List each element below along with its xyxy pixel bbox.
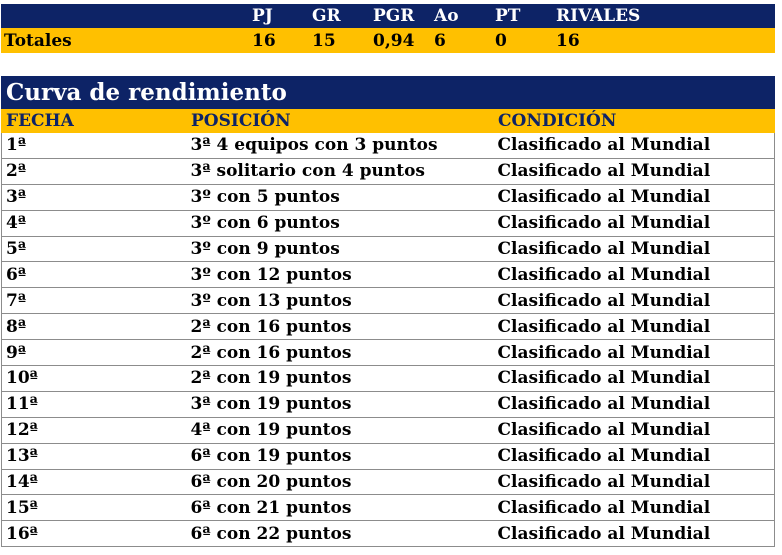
row-fecha: 10ª xyxy=(2,366,187,392)
table-row xyxy=(2,495,775,521)
table-row xyxy=(2,314,775,340)
totals-value: 6 xyxy=(431,28,492,53)
row-condicion: Clasificado al Mundial xyxy=(494,391,775,417)
row-fecha: 12ª xyxy=(2,417,187,443)
totals-header-cell: RIVALES xyxy=(553,4,775,28)
row-condicion: Clasificado al Mundial xyxy=(494,314,775,340)
totals-header-cell: PGR xyxy=(370,4,431,28)
row-posicion: 3º con 13 puntos xyxy=(187,288,494,314)
row-condicion: Clasificado al Mundial xyxy=(494,184,775,210)
row-posicion: 2ª con 19 puntos xyxy=(187,366,494,392)
table-row xyxy=(2,469,775,495)
table-row xyxy=(2,288,775,314)
curve-column-header-row xyxy=(2,109,775,134)
row-fecha: 5ª xyxy=(2,236,187,262)
row-fecha: 6ª xyxy=(2,262,187,288)
row-condicion: Clasificado al Mundial xyxy=(494,158,775,184)
row-condicion: Clasificado al Mundial xyxy=(494,495,775,521)
table-row xyxy=(2,417,775,443)
row-condicion: Clasificado al Mundial xyxy=(494,210,775,236)
performance-curve-table xyxy=(1,76,775,547)
row-condicion: Clasificado al Mundial xyxy=(494,417,775,443)
table-row xyxy=(2,443,775,469)
table-row xyxy=(2,133,775,158)
row-posicion: 6ª con 19 puntos xyxy=(187,443,494,469)
table-row xyxy=(2,184,775,210)
table-row xyxy=(2,236,775,262)
row-posicion: 3º con 6 puntos xyxy=(187,210,494,236)
table-row xyxy=(2,391,775,417)
totals-header-cell: PJ xyxy=(249,4,309,28)
column-header-condicion: CONDICIÓN xyxy=(494,109,775,134)
totals-header-cell: PT xyxy=(492,4,553,28)
table-row xyxy=(2,340,775,366)
column-header-fecha: FECHA xyxy=(2,109,187,134)
table-row xyxy=(2,158,775,184)
row-posicion: 3º con 12 puntos xyxy=(187,262,494,288)
table-row xyxy=(2,262,775,288)
row-posicion: 6ª con 22 puntos xyxy=(187,521,494,547)
row-fecha: 7ª xyxy=(2,288,187,314)
row-posicion: 3º con 9 puntos xyxy=(187,236,494,262)
row-condicion: Clasificado al Mundial xyxy=(494,133,775,158)
row-condicion: Clasificado al Mundial xyxy=(494,366,775,392)
column-header-posicion: POSICIÓN xyxy=(187,109,494,134)
row-condicion: Clasificado al Mundial xyxy=(494,288,775,314)
row-posicion: 2ª con 16 puntos xyxy=(187,340,494,366)
row-posicion: 6ª con 20 puntos xyxy=(187,469,494,495)
row-fecha: 2ª xyxy=(2,158,187,184)
row-fecha: 16ª xyxy=(2,521,187,547)
row-condicion: Clasificado al Mundial xyxy=(494,262,775,288)
row-condicion: Clasificado al Mundial xyxy=(494,236,775,262)
row-condicion: Clasificado al Mundial xyxy=(494,443,775,469)
row-condicion: Clasificado al Mundial xyxy=(494,521,775,547)
row-posicion: 3º con 5 puntos xyxy=(187,184,494,210)
totals-value: 0 xyxy=(492,28,553,53)
totals-value: 16 xyxy=(249,28,309,53)
row-fecha: 3ª xyxy=(2,184,187,210)
totals-value: 0,94 xyxy=(370,28,431,53)
row-fecha: 1ª xyxy=(2,133,187,158)
curve-title: Curva de rendimiento xyxy=(2,77,775,109)
row-condicion: Clasificado al Mundial xyxy=(494,469,775,495)
row-fecha: 8ª xyxy=(2,314,187,340)
totals-value: 15 xyxy=(309,28,370,53)
table-row xyxy=(2,521,775,547)
totals-label: Totales xyxy=(1,28,249,53)
table-row xyxy=(2,210,775,236)
row-fecha: 4ª xyxy=(2,210,187,236)
row-posicion: 3ª solitario con 4 puntos xyxy=(187,158,494,184)
totals-values-row xyxy=(1,28,775,53)
row-fecha: 15ª xyxy=(2,495,187,521)
row-posicion: 2ª con 16 puntos xyxy=(187,314,494,340)
totals-header-cell: GR xyxy=(309,4,370,28)
row-condicion: Clasificado al Mundial xyxy=(494,340,775,366)
row-posicion: 4ª con 19 puntos xyxy=(187,417,494,443)
totals-header-cell xyxy=(1,4,249,28)
row-fecha: 13ª xyxy=(2,443,187,469)
row-fecha: 11ª xyxy=(2,391,187,417)
row-posicion: 3ª con 19 puntos xyxy=(187,391,494,417)
totals-value: 16 xyxy=(553,28,775,53)
table-row xyxy=(2,366,775,392)
row-fecha: 14ª xyxy=(2,469,187,495)
row-fecha: 9ª xyxy=(2,340,187,366)
curve-title-row xyxy=(2,77,775,109)
row-posicion: 3ª 4 equipos con 3 puntos xyxy=(187,133,494,158)
row-posicion: 6ª con 21 puntos xyxy=(187,495,494,521)
totals-header-cell: Ao xyxy=(431,4,492,28)
totals-header-row xyxy=(1,4,775,28)
totals-table xyxy=(1,4,775,53)
